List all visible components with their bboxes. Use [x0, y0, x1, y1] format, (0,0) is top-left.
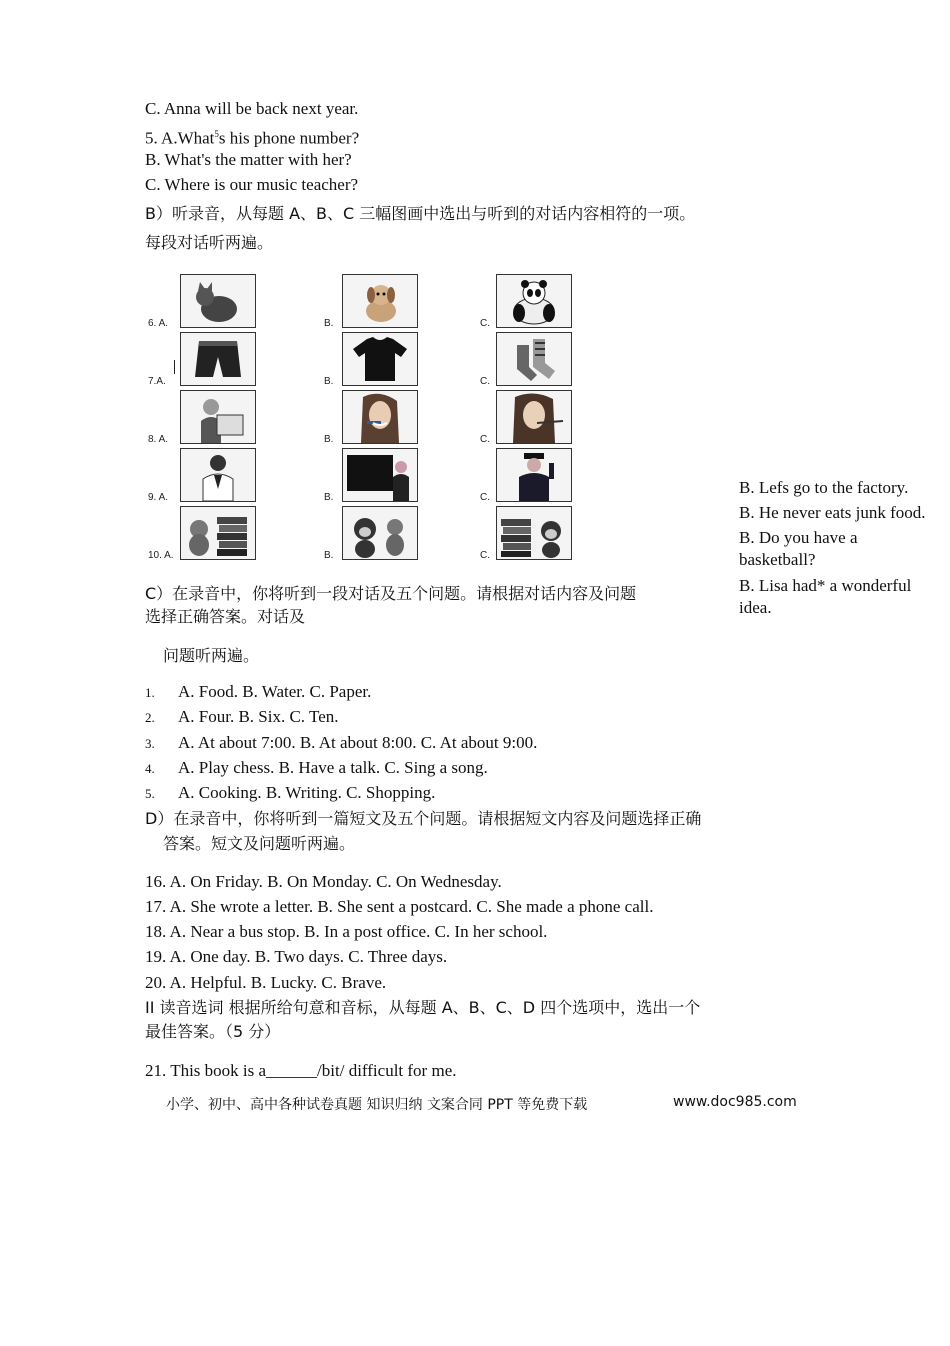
bear-and-books-picture: [180, 506, 256, 560]
woman-reading-picture: [180, 390, 256, 444]
question-line: 17. A. She wrote a letter. B. She sent a postcard. C. She made a phone call.: [145, 897, 654, 916]
section-d-title-cont: 答案。短文及问题听两遍。: [163, 834, 356, 853]
side-option: B. Lefs go to the factory.: [739, 478, 909, 497]
section-c-title: C）在录音中，你将听到一段对话及五个问题。请根据对话内容及问题: [145, 584, 637, 603]
row-label: C.: [480, 550, 490, 561]
question-line: 20. A. Helpful. B. Lucky. C. Brave.: [145, 973, 387, 992]
row-label: 7.A.: [148, 376, 166, 387]
question-line: 18. A. Near a bus stop. B. In a post office. C. In her school.: [145, 922, 548, 941]
question-21: 21. This book is a______/bit/ difficult for me.: [145, 1061, 457, 1080]
row-label: B.: [324, 550, 334, 561]
row-label: 10. A.: [148, 550, 174, 561]
row-label: C.: [480, 434, 490, 445]
row-label: B.: [324, 318, 334, 329]
policeman-picture: [496, 448, 572, 502]
question-line: 19. A. One day. B. Two days. C. Three days.: [145, 947, 448, 966]
item-number: 4.: [145, 761, 155, 776]
cursor-mark: [174, 360, 175, 374]
row-label: C.: [480, 492, 490, 503]
option-line: C. Anna will be back next year.: [145, 99, 359, 118]
row-label: 9. A.: [148, 492, 169, 503]
section-b-title: B）听录音，从每题 A、B、C 三幅图画中选出与听到的对话内容相符的一项。: [145, 204, 696, 223]
question-5: 5. A.What$^5$s his phone number?: [145, 128, 360, 148]
monkey-and-bear-picture: [342, 506, 418, 560]
row-label: 8. A.: [148, 434, 169, 445]
books-and-monkey-picture: [496, 506, 572, 560]
row-label: B.: [324, 376, 334, 387]
shorts-picture: [180, 332, 256, 386]
puppy-picture: [342, 274, 418, 328]
option-line: B. What's the matter with her?: [145, 150, 352, 169]
item-number: 3.: [145, 736, 155, 751]
footer-text: 小学、初中、高中各种试卷真题 知识归纳 文案合同 PPT 等免费下载: [166, 1097, 588, 1113]
teacher-at-blackboard-picture: [342, 448, 418, 502]
item-number: 5.: [145, 786, 155, 801]
side-option: B. Lisa had* a wonderful idea.: [739, 576, 912, 617]
section-ii-title-cont: 最佳答案。（5 分）: [145, 1022, 281, 1041]
picture-grid: [146, 270, 586, 570]
section-ii-title: II 读音选词 根据所给句意和音标，从每题 A、B、C、D 四个选项中，选出一个: [145, 998, 701, 1017]
item-number: 1.: [145, 685, 155, 700]
row-label: 6. A.: [148, 318, 169, 329]
superscript: 5: [214, 129, 219, 139]
answer-options: A. Cooking. B. Writing. C. Shopping.: [178, 783, 436, 802]
section-b-subtitle: 每段对话听两遍。: [145, 233, 274, 252]
item-number: 2.: [145, 710, 155, 725]
section-c-title-cont: 问题听两遍。: [163, 646, 260, 665]
answer-options: A. Play chess. B. Have a talk. C. Sing a song.: [178, 758, 488, 777]
t-shirt-picture: [342, 332, 418, 386]
woman-eating-picture: [496, 390, 572, 444]
question-line: 16. A. On Friday. B. On Monday. C. On Wednesday.: [145, 872, 502, 891]
cat-picture: [180, 274, 256, 328]
row-label: B.: [324, 434, 334, 445]
doctor-picture: [180, 448, 256, 502]
woman-brushing-teeth-picture: [342, 390, 418, 444]
option-line: C. Where is our music teacher?: [145, 175, 359, 194]
row-label: C.: [480, 318, 490, 329]
answer-options: A. Four. B. Six. C. Ten.: [178, 707, 339, 726]
row-label: C.: [480, 376, 490, 387]
answer-options: A. Food. B. Water. C. Paper.: [178, 682, 372, 701]
panda-picture: [496, 274, 572, 328]
row-label: B.: [324, 492, 334, 503]
side-option: B. He never eats junk food.: [739, 503, 926, 522]
section-d-title: D）在录音中，你将听到一篇短文及五个问题。请根据短文内容及问题选择正确: [145, 809, 702, 828]
answer-options: A. At about 7:00. B. At about 8:00. C. At about 9:00.: [178, 733, 538, 752]
socks-picture: [496, 332, 572, 386]
footer-link[interactable]: www.doc985.com: [673, 1094, 797, 1110]
section-c-title-cont: 选择正确答案。对话及: [145, 607, 306, 626]
side-option: B. Do you have a basketball?: [739, 528, 858, 569]
